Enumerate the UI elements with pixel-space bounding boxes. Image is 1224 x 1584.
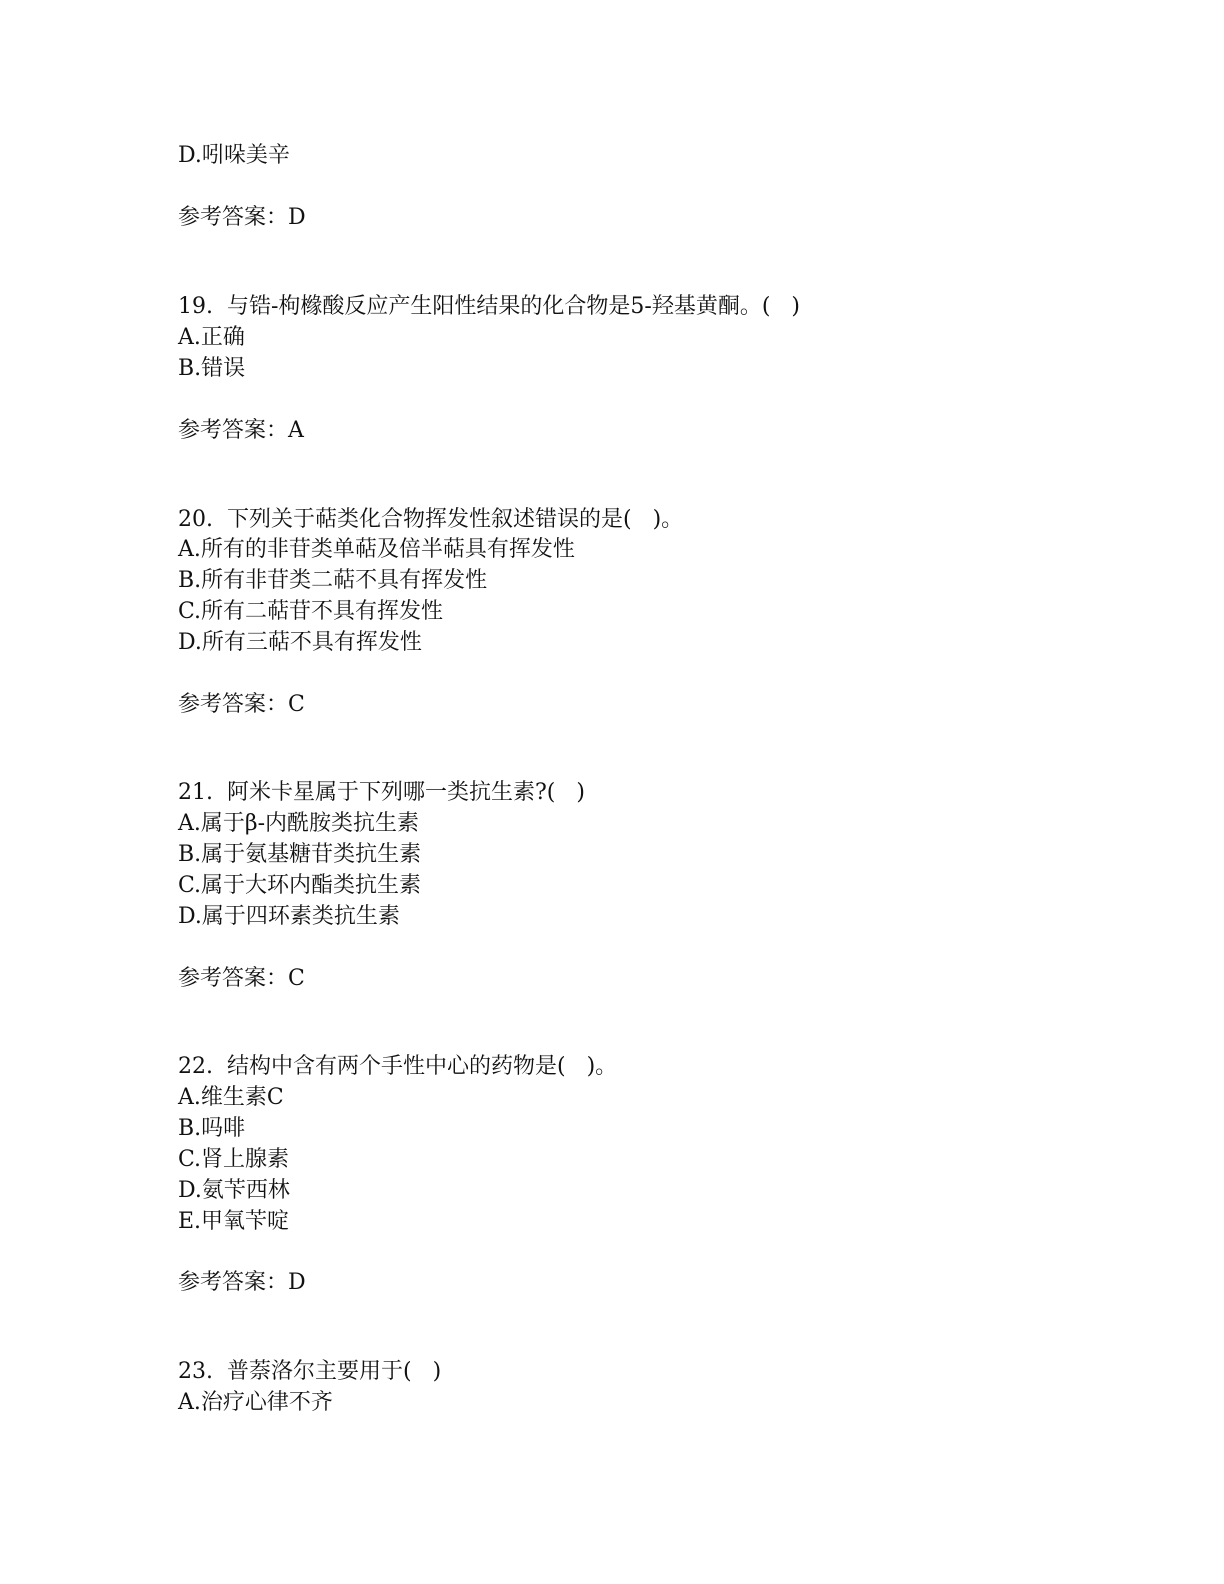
question-stem (178, 1054, 617, 1080)
option-item: D.氨苄西林 (178, 1178, 290, 1203)
option-item: A.所有的非苷类单萜及倍半萜具有挥发性 (178, 537, 575, 562)
option-item: D.所有三萜不具有挥发性 (178, 630, 422, 655)
option-item: D.吲哚美辛 (178, 143, 290, 168)
option-item: A.治疗心律不齐 (178, 1390, 333, 1415)
question-text: 与锆-枸橼酸反应产生阳性结果的化合物是5-羟基黄酮。( ) (227, 294, 801, 319)
question-text: 下列关于萜类化合物挥发性叙述错误的是( )。 (227, 507, 684, 532)
question-text: 阿米卡星属于下列哪一类抗生素?( ) (227, 780, 585, 805)
question-text: 结构中含有两个手性中心的药物是( )。 (227, 1054, 618, 1079)
reference-answer: 参考答案：D (178, 1270, 306, 1295)
question-stem (178, 294, 800, 320)
option-item: B.吗啡 (178, 1116, 246, 1141)
reference-answer: 参考答案：D (178, 205, 306, 230)
option-item: A.属于β-内酰胺类抗生素 (178, 811, 420, 836)
question-number: 21. (178, 780, 213, 805)
question-number: 22. (178, 1054, 213, 1079)
question-number: 19. (178, 294, 213, 319)
reference-answer: 参考答案：C (178, 692, 305, 717)
reference-answer: 参考答案：A (178, 418, 304, 443)
question-stem (178, 507, 683, 533)
option-item: A.维生素C (178, 1085, 284, 1110)
option-item: D.属于四环素类抗生素 (178, 904, 400, 929)
option-item: C.属于大环内酯类抗生素 (178, 873, 422, 898)
option-item: C.肾上腺素 (178, 1147, 290, 1172)
question-stem (178, 780, 585, 806)
option-item: E.甲氧苄啶 (178, 1209, 290, 1234)
option-item: B.属于氨基糖苷类抗生素 (178, 842, 422, 867)
reference-answer: 参考答案：C (178, 966, 305, 991)
question-number: 20. (178, 507, 213, 532)
question-text: 普萘洛尔主要用于( ) (227, 1359, 442, 1384)
question-stem (178, 1359, 441, 1385)
option-item: C.所有二萜苷不具有挥发性 (178, 599, 444, 624)
question-number: 23. (178, 1359, 213, 1384)
option-item: B.所有非苷类二萜不具有挥发性 (178, 568, 488, 593)
option-item: A.正确 (178, 325, 245, 350)
option-item: B.错误 (178, 356, 246, 381)
